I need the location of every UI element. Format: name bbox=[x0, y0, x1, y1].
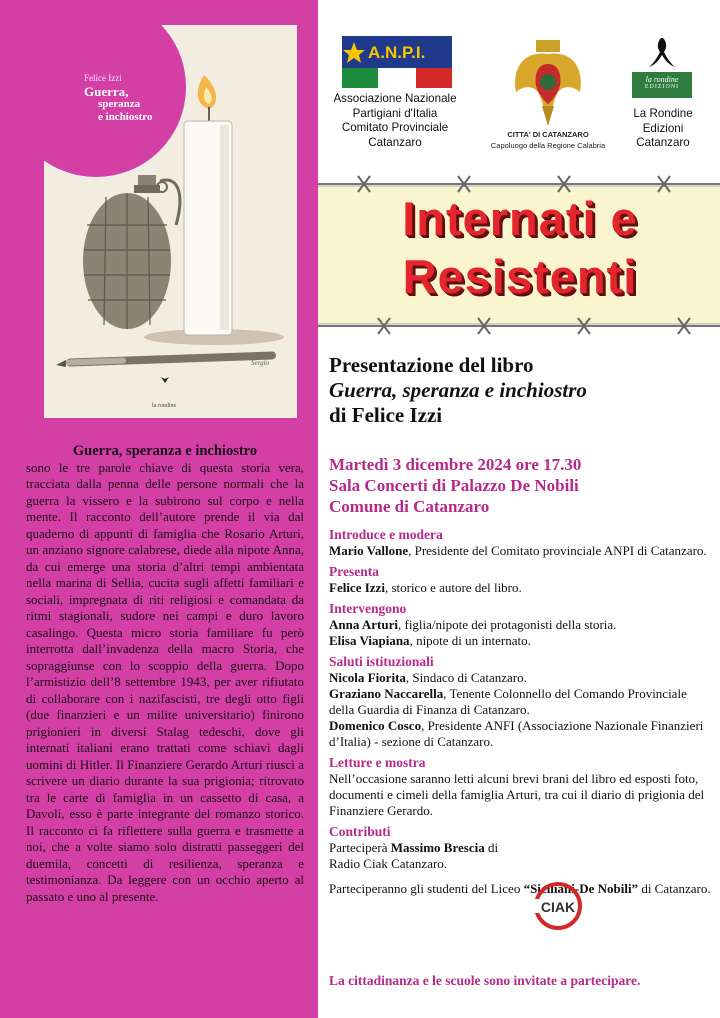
book-cover bbox=[44, 25, 297, 418]
contributi-pre: Parteciperà bbox=[329, 840, 391, 855]
saluti3-desc: , Presidente ANFI (Associazione Nazionale Finanzieri d’Italia) - sezione di Catanzaro. bbox=[329, 718, 704, 749]
saluti2-desc: , Tenente Colonnello del Comando Provinciale della Guardia di Finanza di Catanzaro. bbox=[329, 686, 687, 717]
interv1-name: Anna Arturi bbox=[329, 617, 398, 632]
main-headline bbox=[330, 190, 710, 306]
headline-line-2: Resistenti bbox=[402, 250, 638, 303]
presenta-name: Felice Izzi bbox=[329, 580, 385, 595]
saluti-entry-2 bbox=[329, 686, 715, 718]
rondine-mark: la rondine bbox=[645, 75, 679, 84]
rondine-line-2: Edizioni bbox=[642, 121, 684, 135]
intervengono-entry-2 bbox=[329, 633, 715, 649]
section-contributi-title: Contributi bbox=[329, 824, 391, 839]
event-details bbox=[329, 454, 714, 517]
city-name: CITTA' DI CATANZARO bbox=[507, 130, 589, 139]
section-letture-title: Letture e mostra bbox=[329, 755, 426, 770]
cover-illustration bbox=[44, 25, 297, 418]
cover-title-line-2: speranza bbox=[98, 98, 141, 110]
anpi-line-3: Comitato Provinciale bbox=[341, 121, 449, 134]
cover-publisher: la rondine bbox=[152, 403, 177, 409]
swallow-icon bbox=[647, 36, 677, 68]
saluti1-desc: , Sindaco di Catanzaro. bbox=[405, 670, 527, 685]
contributi-line-2: Radio Ciak Catanzaro. bbox=[329, 856, 448, 871]
saluti-entry-1 bbox=[329, 670, 715, 686]
ciak-mark-text: CIAK bbox=[540, 899, 576, 915]
introduce-name: Mario Vallone bbox=[329, 543, 409, 558]
students-school: “Siciliani-De Nobili” bbox=[523, 881, 639, 896]
introduce-desc: , Presidente del Comitato provinciale ANPI di Catanzaro. bbox=[408, 543, 707, 558]
headline-line-1: Internati e bbox=[402, 192, 638, 245]
letture-body: Nell’occasione saranno letti alcuni brevi brani del libro ed esposti foto, documenti e cimeli della famiglia Arturi, tra cui il diario di prigionia del Finanziere Gerardo. bbox=[329, 771, 705, 818]
presentation-line: Presentazione del libro bbox=[329, 353, 534, 377]
book-description bbox=[26, 443, 304, 905]
students-entry bbox=[329, 881, 715, 897]
section-presenta-title: Presenta bbox=[329, 564, 379, 579]
interv2-desc: , nipote di un internato. bbox=[409, 633, 531, 648]
anpi-mark-text: A.N.P.I. bbox=[368, 43, 426, 62]
saluti2-name: Graziano Naccarella bbox=[329, 686, 444, 701]
barbed-wire-bottom bbox=[318, 314, 720, 338]
anpi-logo bbox=[342, 36, 452, 88]
city-subtitle: Capoluogo della Regione Calabria bbox=[490, 141, 606, 150]
event-venue: Sala Concerti di Palazzo De Nobili bbox=[329, 476, 579, 495]
cover-title-line-3: e inchiostro bbox=[98, 111, 153, 123]
anpi-line-2: Partigiani d'Italia bbox=[352, 106, 438, 120]
introduce-entry bbox=[329, 543, 715, 559]
presenta-desc: , storico e autore del libro. bbox=[384, 580, 522, 595]
students-pre: Parteciperanno gli studenti del Liceo bbox=[329, 881, 524, 896]
saluti1-name: Nicola Fiorita bbox=[329, 670, 406, 685]
presentation-book-title: Guerra, speranza e inchiostro bbox=[329, 378, 587, 402]
description-body: sono le tre parole chiave di questa storia vera, tracciata dalla penna delle persone normali che la guerra la vissero e la subirono sul corpo e nella mente. Il racconto dell’autore prende il via dal quaderno di appunti di famiglia che Rosario Arturi, un anziano signore calabrese, diede alla nipote Anna, da cui emerge una storia d’altri tempi ambientata nella marina di Sellia, cucita sugli affetti familiari e sociali, impregnata di riti religiosi e comandata da ritmi stagionali, sudore nei campi e duro lavoro casalingo. Questa micro storia familiare fu però interrotta dall’invadenza della macro Storia, che sopraggiunse con lo scoppio della guerra. Dopo l’armistizio dell’8 settembre 1943, per aver rifiutato di collaborare con i nazifascisti, tre degli otto figli (due finanzieri e un milite universitario) finirono prigionieri in diversi Stalag tedeschi, dove gli internati italiani erano trattati come schiavi dagli uomini di Hitler. Il Finanziere Gerardo Arturi riuscì a scrivere un diario durante la sua prigionia; ritrovato tra le carte di famiglia in un cassetto di casa, a Davoli, esso è parte integrante del romanzo storico. Il racconto ci fa riflettere sulla guerra e trasmette a noi, che a volte siamo solo distratti passeggeri del duemila, concetti di resilienza, speranza e testimonianza. Da leggere con un occhio aperto al passato e uno al presente. bbox=[26, 459, 304, 904]
rondine-logo bbox=[632, 72, 692, 98]
rondine-line-1: La Rondine bbox=[633, 107, 693, 120]
contributi-name: Massimo Brescia bbox=[390, 840, 485, 855]
section-saluti-title: Saluti istituzionali bbox=[329, 654, 434, 669]
students-post: di Catanzaro. bbox=[638, 881, 711, 896]
section-introduce-title: Introduce e modera bbox=[329, 527, 443, 542]
cover-title-line-1: Guerra, bbox=[84, 84, 129, 99]
catanzaro-caption bbox=[478, 130, 618, 150]
cover-author: Felice Izzi bbox=[84, 73, 122, 83]
anpi-caption bbox=[330, 92, 460, 150]
anpi-line-4: Catanzaro bbox=[368, 135, 422, 149]
contributi-entry bbox=[329, 840, 715, 856]
anpi-line-1: Associazione Nazionale bbox=[333, 92, 457, 105]
contributi-post: di bbox=[484, 840, 499, 855]
interv1-desc: , figlia/nipote dei protagonisti della storia. bbox=[397, 617, 617, 632]
radio-ciak-logo bbox=[533, 881, 583, 931]
closing-invitation: La cittadinanza e le scuole sono invitate a partecipare. bbox=[329, 973, 641, 988]
presentation-author: di Felice Izzi bbox=[329, 403, 443, 427]
presentation-heading bbox=[329, 353, 714, 428]
sponsor-logos bbox=[318, 0, 720, 180]
section-intervengono-title: Intervengono bbox=[329, 601, 407, 616]
event-date-time: Martedì 3 dicembre 2024 ore 17.30 bbox=[329, 455, 582, 474]
intervengono-entry-1 bbox=[329, 617, 715, 633]
rondine-caption bbox=[624, 107, 702, 151]
presenta-entry bbox=[329, 580, 715, 596]
rondine-line-3: Catanzaro bbox=[636, 136, 690, 149]
description-title: Guerra, speranza e inchiostro bbox=[72, 443, 258, 459]
catanzaro-coat-of-arms bbox=[512, 40, 584, 128]
event-city: Comune di Catanzaro bbox=[329, 497, 490, 516]
svg-text:Sergio: Sergio bbox=[251, 359, 270, 367]
event-program bbox=[329, 527, 715, 897]
rondine-mark-sub: EDIZIONI bbox=[644, 84, 680, 90]
interv2-name: Elisa Viapiana bbox=[329, 633, 410, 648]
saluti3-name: Domenico Cosco bbox=[329, 718, 422, 733]
saluti-entry-3 bbox=[329, 718, 715, 750]
